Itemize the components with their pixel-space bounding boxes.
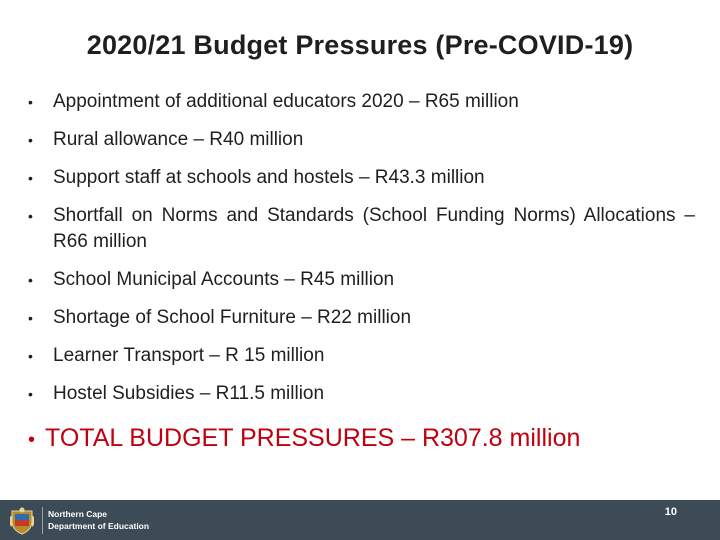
footer-divider	[42, 507, 43, 534]
bullet-list	[28, 89, 695, 419]
bullet-glyph: •	[28, 429, 36, 451]
coat-of-arms-icon	[9, 507, 35, 535]
bullet-item	[28, 305, 695, 331]
bullet-text: Learner Transport – R 15 million	[53, 345, 325, 366]
bullet-text: Shortfall on Norms and Standards (School Funding Norms) Allocations – R66 million	[53, 205, 695, 252]
bullet-item	[28, 165, 695, 191]
bullet-text: Rural allowance – R40 million	[53, 129, 304, 150]
bullet-glyph: •	[28, 132, 33, 148]
total-text: TOTAL BUDGET PRESSURES – R307.8 million	[45, 424, 581, 452]
bullet-item	[28, 203, 695, 255]
department-line-1: Northern Cape	[48, 509, 108, 519]
bullet-item	[28, 127, 695, 153]
bullet-text: Appointment of additional educators 2020 – R65 million	[53, 91, 519, 112]
bullet-text: Hostel Subsidies – R11.5 million	[53, 383, 325, 404]
footer-bar	[0, 500, 720, 540]
bullet-glyph: •	[28, 386, 33, 402]
bullet-glyph: •	[28, 310, 33, 326]
total-budget-pressures	[28, 422, 708, 456]
bullet-glyph: •	[28, 208, 33, 224]
bullet-glyph: •	[28, 170, 33, 186]
bullet-item	[28, 89, 695, 115]
bullet-glyph: •	[28, 272, 33, 288]
slide-title: 2020/21 Budget Pressures (Pre-COVID-19)	[86, 30, 634, 60]
bullet-item	[28, 267, 695, 293]
bullet-item	[28, 381, 695, 407]
bullet-item	[28, 343, 695, 369]
bullet-text: Shortage of School Furniture – R22 million	[53, 307, 412, 328]
page-number: 10	[664, 506, 677, 518]
bullet-text: School Municipal Accounts – R45 million	[53, 269, 395, 290]
bullet-glyph: •	[28, 348, 33, 364]
bullet-text: Support staff at schools and hostels – R43.3 million	[53, 167, 485, 188]
department-line-2: Department of Education	[48, 521, 150, 531]
department-name	[48, 508, 149, 532]
bullet-glyph: •	[28, 94, 33, 110]
